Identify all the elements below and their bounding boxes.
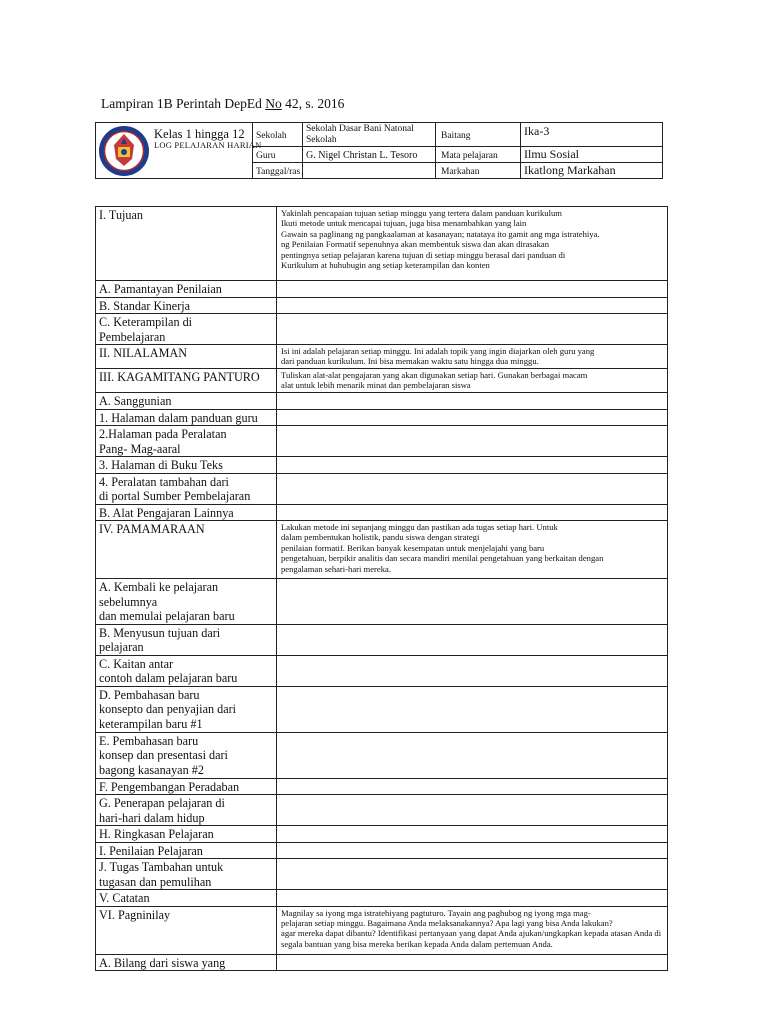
table-row <box>96 890 668 907</box>
table-row <box>96 473 668 504</box>
label-sekolah: Sekolah <box>256 131 287 141</box>
value-guru: G. Nigel Christan L. Tesoro <box>306 150 418 161</box>
log-title: LOG PELAJARAN HARIAN <box>154 140 262 150</box>
table-row <box>96 409 668 426</box>
row-content <box>277 732 668 778</box>
row-label: 4. Peralatan tambahan dari di portal Sumber Pembelajaran <box>96 473 277 504</box>
table-row <box>96 314 668 345</box>
table-row <box>96 795 668 826</box>
row-content: Isi ini adalah pelajaran setiap minggu. Ini adalah topik yang ingin diajarkan oleh guru yang dari panduan kurikulum. Ini bisa memakan waktu satu hingga dua minggu. <box>277 345 668 369</box>
table-row <box>96 393 668 410</box>
row-content <box>277 393 668 410</box>
table-row <box>96 954 668 971</box>
row-content <box>277 778 668 795</box>
row-label: 3. Halaman di Buku Teks <box>96 457 277 474</box>
table-row <box>96 345 668 369</box>
row-label: A. Sanggunian <box>96 393 277 410</box>
table-row <box>96 207 668 281</box>
row-content <box>277 624 668 655</box>
row-label: H. Ringkasan Pelajaran <box>96 826 277 843</box>
row-content <box>277 297 668 314</box>
row-label: I. Penilaian Pelajaran <box>96 842 277 859</box>
table-row <box>96 859 668 890</box>
row-content <box>277 314 668 345</box>
table-row <box>96 686 668 732</box>
deped-seal-logo <box>98 125 150 177</box>
table-row <box>96 297 668 314</box>
table-row <box>96 504 668 521</box>
row-content <box>277 281 668 298</box>
row-content <box>277 579 668 625</box>
row-label: G. Penerapan pelajaran di hari-hari dalam hidup <box>96 795 277 826</box>
row-content <box>277 426 668 457</box>
row-label: A. Bilang dari siswa yang <box>96 954 277 971</box>
row-content <box>277 457 668 474</box>
row-content: Yakinlah pencapaian tujuan setiap minggu yang tertera dalam panduan kurikulum Ikuti metode untuk mencapai tujuan, juga bisa menambahkan yang lain Gawain sa paglinang ng pangkaalaman at kasanayan; natataya ito gamit ang mga istratehiya. ng Penilaian Formatif sepenuhnya akan membentuk siswa dan akan dirasakan pentingnya setiap pelajaran karena tujuan di setiap minggu berasal dari panduan di Kurikulum at huhubugin ang setiap keterampilan dan konten <box>277 207 668 281</box>
label-baitang: Baitang <box>441 131 471 141</box>
row-label: A. Kembali ke pelajaran sebelumnya dan memulai pelajaran baru <box>96 579 277 625</box>
row-label: 1. Halaman dalam panduan guru <box>96 409 277 426</box>
row-label: II. NILALAMAN <box>96 345 277 369</box>
row-content <box>277 504 668 521</box>
row-content: Tuliskan alat-alat pengajaran yang akan digunakan setiap hari. Gunakan berbagai macam alat untuk lebih menarik minat dan pembelajaran siswa <box>277 369 668 393</box>
row-content <box>277 890 668 907</box>
row-content: Magnilay sa iyong mga istratehiyang pagtuturo. Tayain ang paghubog ng iyong mga mag- pelajaran setiap minggu. Bagaimana Anda melaksanakannya? Apa lagi yang bisa Anda lakukan? agar mereka dapat dibantu? Identifikasi pertanyaan yang dapat Anda ajukan/ungkapkan kepada atasan Anda di segala bantuan yang bisa mereka berikan kepada Anda dalam pertemuan Anda. <box>277 906 668 954</box>
row-label: A. Pamantayan Penilaian <box>96 281 277 298</box>
label-tanggal: Tanggal/ras <box>256 167 301 177</box>
value-markahan: Ikatlong Markahan <box>524 163 616 177</box>
label-mata-pelajaran: Mata pelajaran <box>441 151 498 161</box>
row-content <box>277 655 668 686</box>
value-sekolah: Sekolah Dasar Bani Natonal Sekolah <box>306 124 414 145</box>
row-label: III. KAGAMITANG PANTURO <box>96 369 277 393</box>
row-content <box>277 795 668 826</box>
table-row <box>96 579 668 625</box>
table-row <box>96 369 668 393</box>
table-row <box>96 778 668 795</box>
table-row <box>96 732 668 778</box>
label-guru: Guru <box>256 151 276 161</box>
row-content <box>277 859 668 890</box>
header-table <box>95 122 663 179</box>
row-label: VI. Pagninilay <box>96 906 277 954</box>
value-mata-pelajaran: Ilmu Sosial <box>524 147 580 161</box>
document-title: Lampiran 1B Perintah DepEd No 42, s. 2016 <box>101 96 345 111</box>
table-row <box>96 281 668 298</box>
row-label: V. Catatan <box>96 890 277 907</box>
table-row <box>96 826 668 843</box>
row-content: Lakukan metode ini sepanjang minggu dan pastikan ada tugas setiap hari. Untuk dalam pembentukan holistik, pandu siswa dengan strategi penilaian formatif. Berikan banyak kesempatan untuk menjelajahi yang baru pengetahuan, berpikir analitis dan secara mandiri menilai pengetahuan yang berkaitan dengan pengalaman sehari-hari mereka. <box>277 521 668 579</box>
lesson-log-table <box>95 206 668 971</box>
grade-range: Kelas 1 hingga 12 <box>154 127 245 141</box>
table-row <box>96 842 668 859</box>
row-label: 2.Halaman pada Peralatan Pang- Mag-aaral <box>96 426 277 457</box>
label-markahan: Markahan <box>441 167 480 177</box>
table-row <box>96 457 668 474</box>
row-label: B. Alat Pengajaran Lainnya <box>96 504 277 521</box>
table-row <box>96 655 668 686</box>
table-row <box>96 624 668 655</box>
row-content <box>277 686 668 732</box>
row-label: B. Standar Kinerja <box>96 297 277 314</box>
row-label: C. Kaitan antar contoh dalam pelajaran baru <box>96 655 277 686</box>
row-label: E. Pembahasan baru konsep dan presentasi dari bagong kasanayan #2 <box>96 732 277 778</box>
row-label: D. Pembahasan baru konsepto dan penyajian dari keterampilan baru #1 <box>96 686 277 732</box>
row-label: B. Menyusun tujuan dari pelajaran <box>96 624 277 655</box>
table-row <box>96 521 668 579</box>
row-label: I. Tujuan <box>96 207 277 281</box>
table-row <box>96 906 668 954</box>
row-label: IV. PAMAMARAAN <box>96 521 277 579</box>
row-content <box>277 409 668 426</box>
table-row <box>96 426 668 457</box>
value-baitang: Ika-3 <box>524 124 550 138</box>
row-label: F. Pengembangan Peradaban <box>96 778 277 795</box>
row-content <box>277 842 668 859</box>
row-content <box>277 473 668 504</box>
row-label: J. Tugas Tambahan untuk tugasan dan pemulihan <box>96 859 277 890</box>
row-content <box>277 954 668 971</box>
row-content <box>277 826 668 843</box>
row-label: C. Keterampilan di Pembelajaran <box>96 314 277 345</box>
